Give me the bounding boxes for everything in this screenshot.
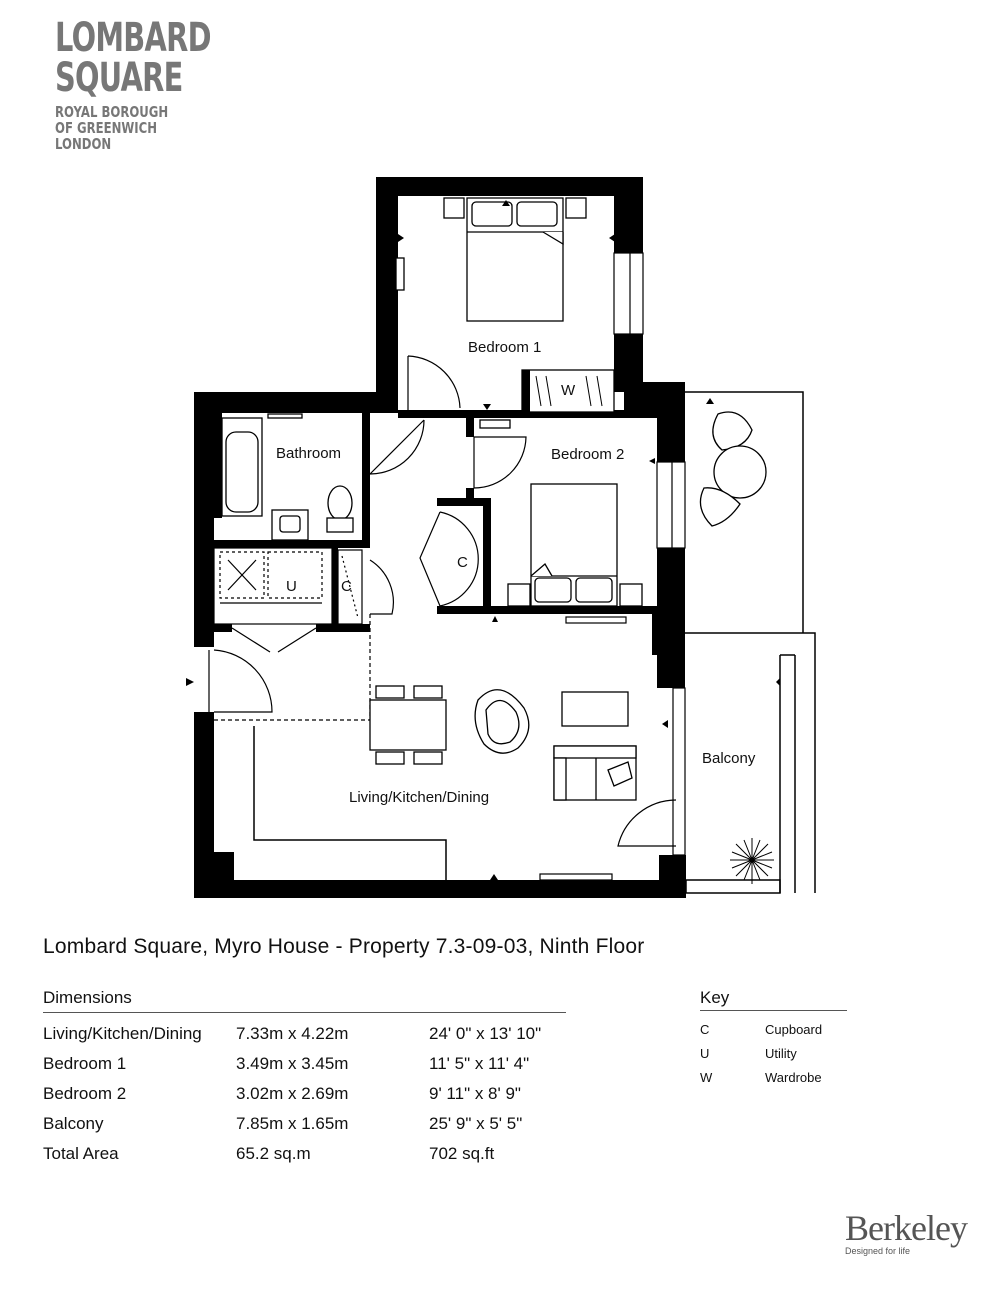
dimensions-table bbox=[43, 988, 566, 1169]
room-label-living: Living/Kitchen/Dining bbox=[349, 789, 490, 806]
dimension-imperial: 11' 5" x 11' 4" bbox=[429, 1054, 530, 1073]
berkeley-logo bbox=[845, 1210, 967, 1256]
key-label: Cupboard bbox=[765, 1021, 823, 1037]
dimension-imperial: 24' 0" x 13' 10" bbox=[429, 1024, 542, 1043]
logo-line-3: ROYAL BOROUGH bbox=[55, 103, 169, 121]
bathroom-fittings bbox=[222, 414, 353, 540]
dimension-room: Bedroom 1 bbox=[43, 1054, 127, 1073]
key-heading: Key bbox=[700, 988, 847, 1011]
logo-line-5: LONDON bbox=[55, 135, 112, 153]
logo-line-2: SQUARE bbox=[55, 55, 183, 101]
room-label-bedroom1: Bedroom 1 bbox=[468, 339, 542, 356]
dimension-metric: 3.02m x 2.69m bbox=[236, 1084, 349, 1103]
dimension-row bbox=[43, 1109, 566, 1139]
room-label-wardrobe: W bbox=[561, 382, 576, 399]
dimension-row bbox=[43, 1019, 566, 1049]
dimension-imperial: 25' 9" x 5' 5" bbox=[429, 1114, 523, 1133]
key-row bbox=[700, 1041, 847, 1065]
brand-name: Berkeley bbox=[845, 1208, 967, 1248]
key-label: Wardrobe bbox=[765, 1069, 822, 1085]
dimension-metric: 7.85m x 1.65m bbox=[236, 1114, 349, 1133]
logo-line-4: OF GREENWICH bbox=[55, 119, 158, 137]
key-code: U bbox=[700, 1045, 710, 1061]
brand-tagline: Designed for life bbox=[845, 1246, 911, 1256]
bedroom1-double-bed bbox=[396, 198, 586, 321]
dimension-metric: 3.49m x 3.45m bbox=[236, 1054, 349, 1073]
dimension-metric: 7.33m x 4.22m bbox=[236, 1024, 349, 1043]
room-label-balcony: Balcony bbox=[702, 750, 756, 767]
room-label-bedroom2: Bedroom 2 bbox=[551, 446, 625, 463]
key-row bbox=[700, 1065, 847, 1089]
room-label-cupboard-hall: C bbox=[457, 554, 468, 571]
dimension-row-total bbox=[43, 1139, 566, 1169]
key-code: C bbox=[700, 1021, 710, 1037]
dimension-imperial: 702 sq.ft bbox=[429, 1144, 495, 1163]
dimension-imperial: 9' 11" x 8' 9" bbox=[429, 1084, 521, 1103]
room-label-bathroom: Bathroom bbox=[276, 445, 342, 462]
property-title: Lombard Square, Myro House - Property 7.3-09-03, Ninth Floor bbox=[43, 935, 645, 958]
dimension-metric: 65.2 sq.m bbox=[236, 1144, 311, 1163]
balcony-furniture bbox=[700, 412, 774, 884]
dimensions-heading: Dimensions bbox=[43, 988, 566, 1013]
dimension-row bbox=[43, 1079, 566, 1109]
room-label-utility: U bbox=[286, 578, 297, 595]
key-label: Utility bbox=[765, 1045, 797, 1061]
dimension-room: Balcony bbox=[43, 1114, 104, 1133]
dimension-row bbox=[43, 1049, 566, 1079]
dining-furniture bbox=[370, 686, 636, 800]
dimension-room: Living/Kitchen/Dining bbox=[43, 1024, 202, 1043]
key-code: W bbox=[700, 1069, 713, 1085]
room-label-cupboard-utility: C bbox=[341, 578, 352, 595]
dimension-room: Total Area bbox=[43, 1144, 119, 1163]
key-legend bbox=[700, 988, 847, 1089]
logo-line-1: LOMBARD bbox=[55, 15, 211, 61]
key-row bbox=[700, 1017, 847, 1041]
dimension-room: Bedroom 2 bbox=[43, 1084, 127, 1103]
